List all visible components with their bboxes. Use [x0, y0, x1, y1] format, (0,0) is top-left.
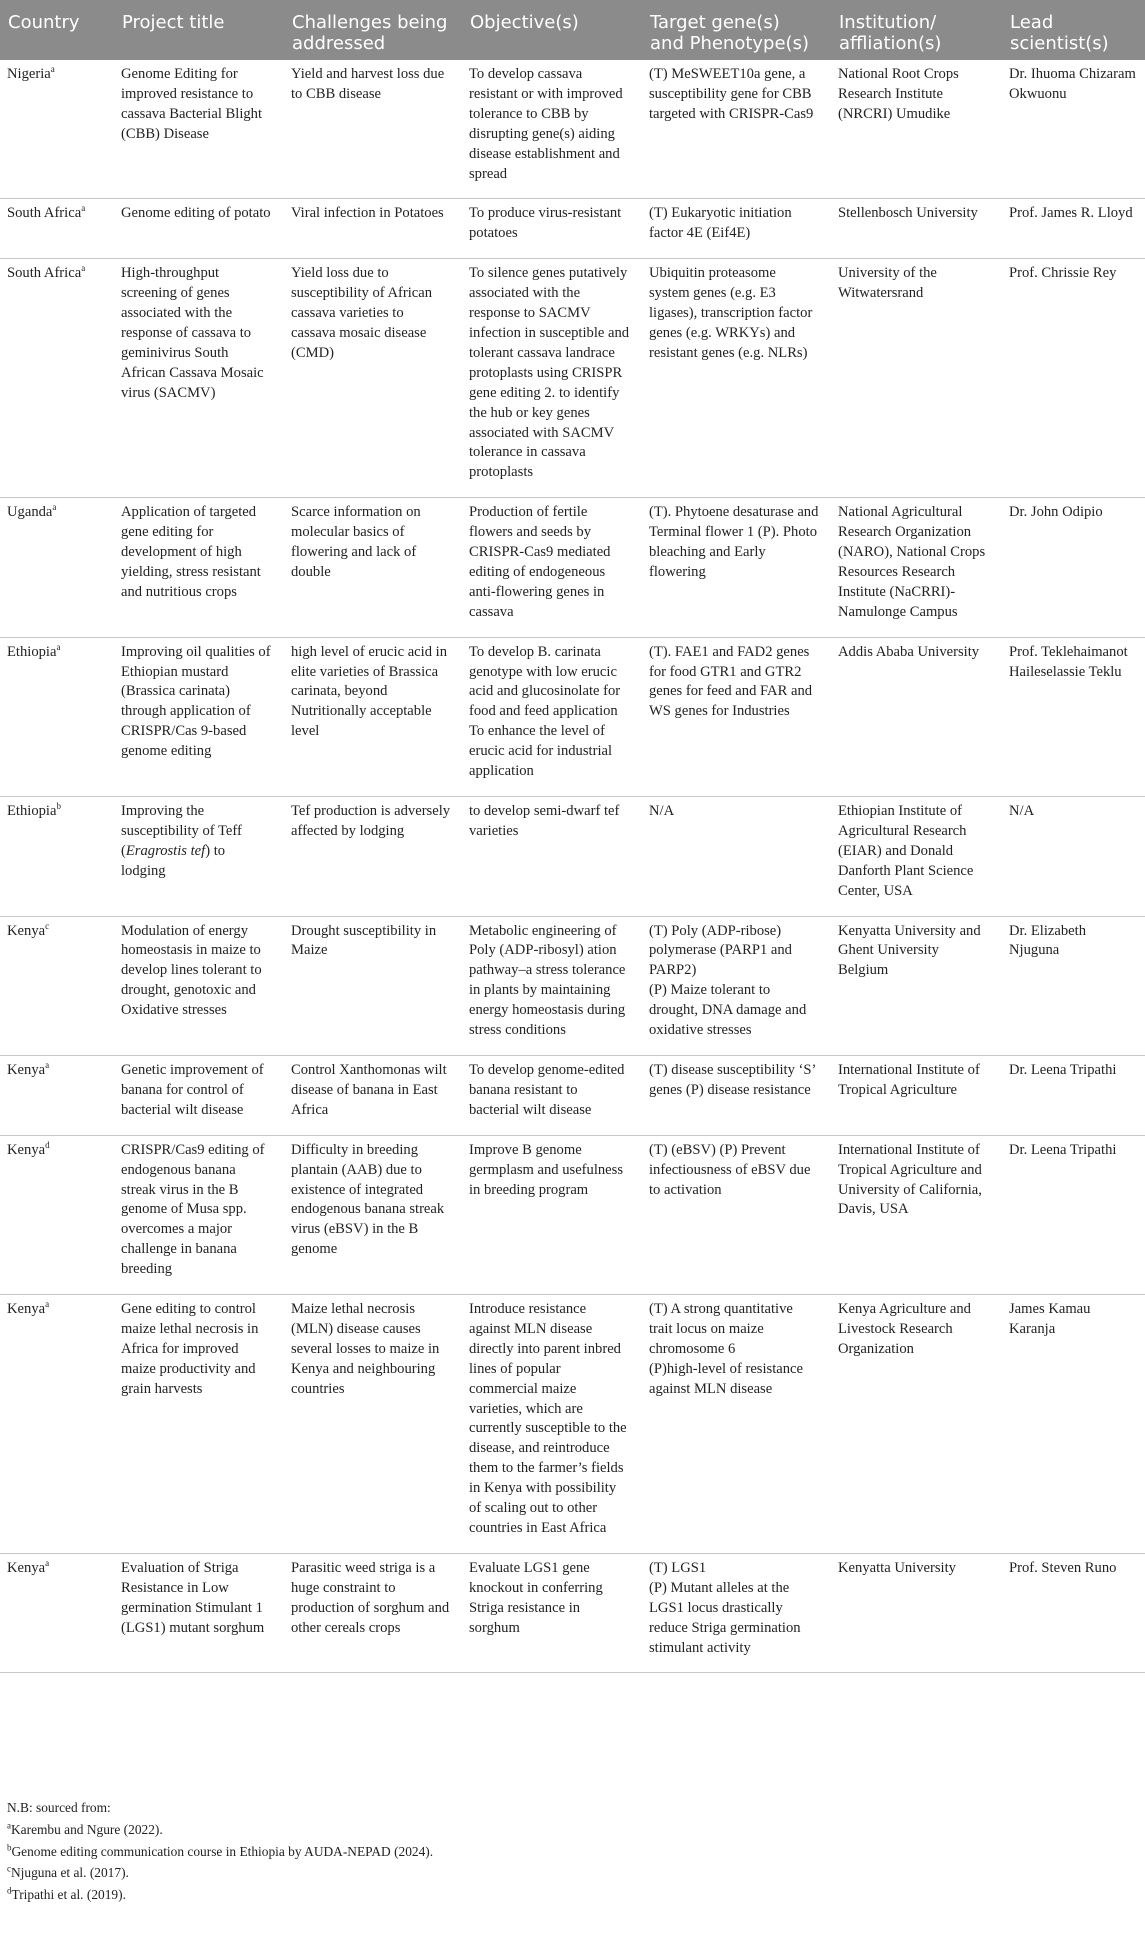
header-project-title: Project title	[112, 0, 282, 60]
footnote-mark: a	[81, 203, 86, 214]
cell-institution: National Root Crops Research Institute (NRCRI) Umudike	[829, 60, 1000, 199]
cell-objectives: Metabolic engineering of Poly (ADP-ribosyl) ation pathway–a stress tolerance in plants by maintaining energy homeostasis during stress conditions	[460, 916, 640, 1055]
cell-lead-scientist: Prof. Teklehaimanot Haileselassie Teklu	[1000, 637, 1145, 796]
header-challenges: Challenges being addressed	[282, 0, 460, 60]
cell-project-title: Improving the susceptibility of Teff (Eragrostis tef) to lodging	[112, 797, 282, 917]
cell-institution: Kenya Agriculture and Livestock Research Organization	[829, 1295, 1000, 1554]
cell-project-title: Genome editing of potato	[112, 199, 282, 259]
cell-objectives: to develop semi-dwarf tef varieties	[460, 797, 640, 917]
cell-challenges: Yield and harvest loss due to CBB disease	[282, 60, 460, 199]
cell-lead-scientist: Prof. Chrissie Rey	[1000, 259, 1145, 498]
cell-challenges: Yield loss due to susceptibility of African cassava varieties to cassava mosaic disease (CMD)	[282, 259, 460, 498]
cell-country: South Africa$^a$	[0, 259, 112, 498]
cell-target-genes: (T) LGS1 (P) Mutant alleles at the LGS1 locus drastically reduce Striga germination stimulant activity	[640, 1553, 829, 1673]
cell-lead-scientist: Prof. Steven Runo	[1000, 1553, 1145, 1673]
cell-lead-scientist: Dr. Leena Tripathi	[1000, 1135, 1145, 1294]
table-row	[0, 797, 1145, 917]
cell-lead-scientist: Prof. James R. Lloyd	[1000, 199, 1145, 259]
cell-project-title: Improving oil qualities of Ethiopian mustard (Brassica carinata) through application of CRISPR/Cas 9-based genome editing	[112, 637, 282, 796]
cell-project-title: High-throughput screening of genes associated with the response of cassava to geminivirus South African Cassava Mosaic virus (SACMV)	[112, 259, 282, 498]
cell-target-genes: (T) Poly (ADP-ribose) polymerase (PARP1 and PARP2) (P) Maize tolerant to drought, DNA damage and oxidative stresses	[640, 916, 829, 1055]
cell-objectives: To develop genome-edited banana resistant to bacterial wilt disease	[460, 1055, 640, 1135]
cell-target-genes: (T) A strong quantitative trait locus on maize chromosome 6 (P)high-level of resistance against MLN disease	[640, 1295, 829, 1554]
cell-challenges: Maize lethal necrosis (MLN) disease causes several losses to maize in Kenya and neighbouring countries	[282, 1295, 460, 1554]
cell-project-title: Genome Editing for improved resistance to cassava Bacterial Blight (CBB) Disease	[112, 60, 282, 199]
cell-target-genes: (T) disease susceptibility ‘S’ genes (P) disease resistance	[640, 1055, 829, 1135]
cell-project-title: Gene editing to control maize lethal necrosis in Africa for improved maize productivity and grain harvests	[112, 1295, 282, 1554]
cell-project-title: Application of targeted gene editing for development of high yielding, stress resistant and nutritious crops	[112, 498, 282, 637]
cell-project-title: Evaluation of Striga Resistance in Low germination Stimulant 1 (LGS1) mutant sorghum	[112, 1553, 282, 1673]
cell-institution: Ethiopian Institute of Agricultural Research (EIAR) and Donald Danforth Plant Science Center, USA	[829, 797, 1000, 917]
header-target-genes: Target gene(s) and Phenotype(s)	[640, 0, 829, 60]
footnote-mark: a	[56, 641, 61, 652]
cell-project-title: Modulation of energy homeostasis in maize to develop lines tolerant to drought, genotoxic and Oxidative stresses	[112, 916, 282, 1055]
cell-project-title: CRISPR/Cas9 editing of endogenous banana streak virus in the B genome of Musa spp. overcomes a major challenge in banana breeding	[112, 1135, 282, 1294]
cell-country: Ethiopia$^a$	[0, 637, 112, 796]
cell-institution: Kenyatta University	[829, 1553, 1000, 1673]
footnote-item: $^b$Genome editing communication course in Ethiopia by AUDA-NEPAD (2024).	[7, 1842, 434, 1859]
cell-institution: Addis Ababa University	[829, 637, 1000, 796]
table-row	[0, 498, 1145, 637]
cell-objectives: Evaluate LGS1 gene knockout in conferring Striga resistance in sorghum	[460, 1553, 640, 1673]
cell-institution: Kenyatta University and Ghent University Belgium	[829, 916, 1000, 1055]
cell-objectives: To silence genes putatively associated with the response to SACMV infection in susceptible and tolerant cassava landrace protoplasts using CRISPR gene editing 2. to identify the hub or key genes associated with SACMV tolerance in cassava protoplasts	[460, 259, 640, 498]
cell-target-genes: (T). Phytoene desaturase and Terminal flower 1 (P). Photo bleaching and Early flowering	[640, 498, 829, 637]
table-row	[0, 1055, 1145, 1135]
footnote-item: $^c$Njuguna et al. (2017).	[7, 1863, 129, 1881]
footnote-mark: a	[45, 1558, 50, 1569]
cell-country: Kenya$^d$	[0, 1135, 112, 1294]
footnote-mark: d	[45, 1139, 50, 1150]
table-row	[0, 1553, 1145, 1673]
cell-lead-scientist: Dr. John Odipio	[1000, 498, 1145, 637]
cell-objectives: Improve B genome germplasm and usefulness in breeding program	[460, 1135, 640, 1294]
table-row	[0, 199, 1145, 259]
header-lead-scientist: Lead scientist(s)	[1000, 0, 1145, 60]
cell-project-title: Genetic improvement of banana for control of bacterial wilt disease	[112, 1055, 282, 1135]
cell-target-genes: (T) MeSWEET10a gene, a susceptibility gene for CBB targeted with CRISPR-Cas9	[640, 60, 829, 199]
cell-country: Kenya$^a$	[0, 1295, 112, 1554]
cell-lead-scientist: James Kamau Karanja	[1000, 1295, 1145, 1554]
cell-lead-scientist: Dr. Leena Tripathi	[1000, 1055, 1145, 1135]
footnote-mark: c	[45, 920, 50, 931]
cell-institution: Stellenbosch University	[829, 199, 1000, 259]
header-objectives: Objective(s)	[460, 0, 640, 60]
cell-target-genes: (T) Eukaryotic initiation factor 4E (Eif4E)	[640, 199, 829, 259]
cell-lead-scientist: N/A	[1000, 797, 1145, 917]
cell-country: South Africa$^a$	[0, 199, 112, 259]
cell-country: Uganda$^a$	[0, 498, 112, 637]
cell-challenges: Tef production is adversely affected by lodging	[282, 797, 460, 917]
cell-institution: International Institute of Tropical Agriculture and University of California, Davis, USA	[829, 1135, 1000, 1294]
cell-challenges: Difficulty in breeding plantain (AAB) due to existence of integrated endogenous banana streak virus (eBSV) in the B genome	[282, 1135, 460, 1294]
table-row	[0, 259, 1145, 498]
cell-institution: University of the Witwatersrand	[829, 259, 1000, 498]
cell-objectives: To develop cassava resistant or with improved tolerance to CBB by disrupting gene(s) aiding disease establishment and spread	[460, 60, 640, 199]
cell-institution: National Agricultural Research Organization (NARO), National Crops Resources Research Institute (NaCRRI)-Namulonge Campus	[829, 498, 1000, 637]
cell-objectives: To produce virus-resistant potatoes	[460, 199, 640, 259]
header-country: Country	[0, 0, 112, 60]
footnote-mark: a	[52, 502, 57, 513]
footnote-mark: a	[45, 1060, 50, 1071]
cell-country: Kenya$^a$	[0, 1553, 112, 1673]
footnote-intro: N.B: sourced from:	[7, 1800, 111, 1815]
cell-challenges: high level of erucic acid in elite varieties of Brassica carinata, beyond Nutritionally acceptable level	[282, 637, 460, 796]
cell-target-genes: N/A	[640, 797, 829, 917]
cell-country: Kenya$^c$	[0, 916, 112, 1055]
cell-country: Ethiopia$^b$	[0, 797, 112, 917]
footnote-mark: b	[56, 801, 61, 812]
cell-challenges: Viral infection in Potatoes	[282, 199, 460, 259]
species-name: Eragrostis tef	[125, 842, 206, 859]
cell-target-genes: Ubiquitin proteasome system genes (e.g. E3 ligases), transcription factor genes (e.g. WRKYs) and resistant genes (e.g. NLRs)	[640, 259, 829, 498]
cell-target-genes: (T). FAE1 and FAD2 genes for food GTR1 and GTR2 genes for feed and FAR and WS genes for Industries	[640, 637, 829, 796]
table-footnotes	[7, 1797, 1137, 1906]
cell-challenges: Drought susceptibility in Maize	[282, 916, 460, 1055]
footnote-item: $^a$Karembu and Ngure (2022).	[7, 1820, 163, 1837]
cell-challenges: Parasitic weed striga is a huge constraint to production of sorghum and other cereals crops	[282, 1553, 460, 1673]
cell-country: Kenya$^a$	[0, 1055, 112, 1135]
footnote-mark: a	[50, 64, 55, 75]
cell-challenges: Scarce information on molecular basics of flowering and lack of double	[282, 498, 460, 637]
footnote-mark: a	[81, 263, 86, 274]
cell-objectives: To develop B. carinata genotype with low erucic acid and glucosinolate for food and feed application To enhance the level of erucic acid for industrial application	[460, 637, 640, 796]
table-row	[0, 1295, 1145, 1554]
table-row	[0, 60, 1145, 199]
header-institution: Institution/ affliation(s)	[829, 0, 1000, 60]
cell-challenges: Control Xanthomonas wilt disease of banana in East Africa	[282, 1055, 460, 1135]
cell-institution: International Institute of Tropical Agriculture	[829, 1055, 1000, 1135]
cell-lead-scientist: Dr. Ihuoma Chizaram Okwuonu	[1000, 60, 1145, 199]
footnote-mark: a	[45, 1299, 50, 1310]
footnote-item: $^d$Tripathi et al. (2019).	[7, 1885, 126, 1903]
table-row	[0, 1135, 1145, 1294]
cell-objectives: Production of fertile flowers and seeds by CRISPR-Cas9 mediated editing of endogeneous anti-flowering genes in cassava	[460, 498, 640, 637]
cell-target-genes: (T) (eBSV) (P) Prevent infectiousness of eBSV due to activation	[640, 1135, 829, 1294]
cell-objectives: Introduce resistance against MLN disease directly into parent inbred lines of popular commercial maize varieties, which are currently susceptible to the disease, and reintroduce them to the farmer’s fields in Kenya with possibility of scaling out to other countries in East Africa	[460, 1295, 640, 1554]
cell-lead-scientist: Dr. Elizabeth Njuguna	[1000, 916, 1145, 1055]
cell-country: Nigeria$^a$	[0, 60, 112, 199]
table-header-row	[0, 0, 1145, 60]
table-row	[0, 916, 1145, 1055]
table-row	[0, 637, 1145, 796]
